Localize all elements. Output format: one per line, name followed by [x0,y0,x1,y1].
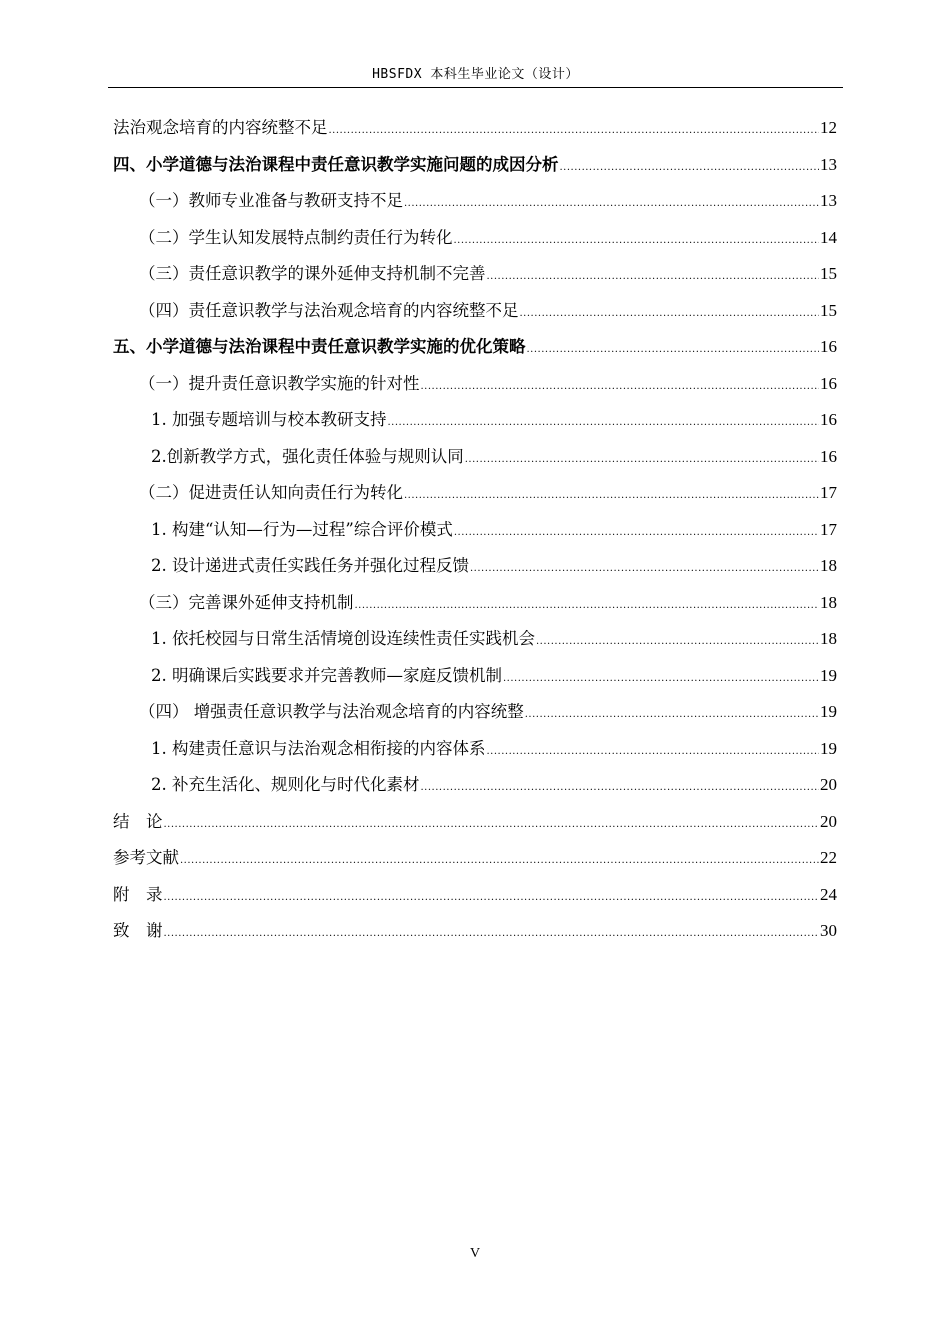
toc-entry-page: 18 [820,592,837,612]
toc-leader-dots [487,256,820,296]
toc-entry-title: 2. 补充生活化、规则化与时代化素材 [151,775,420,794]
toc-leader-dots [180,840,819,880]
toc-leader-dots [525,694,819,734]
toc-entry-title: 2. 设计递进式责任实践任务并强化过程反馈 [151,556,469,575]
toc-entry[interactable] [113,329,837,366]
toc-entry[interactable] [113,110,837,147]
toc-entry-page: 30 [820,921,837,940]
toc-entry[interactable] [113,293,837,330]
toc-entry[interactable] [113,804,837,841]
toc-entry-page: 18 [820,556,837,575]
toc-leader-dots [164,877,820,917]
toc-leader-dots [164,804,820,844]
toc-entry-page: 16 [820,446,837,466]
toc-entry[interactable] [113,220,837,257]
table-of-contents [113,110,837,950]
toc-entry-title: 结 论 [113,811,163,831]
toc-entry-title: 1. 加强专题培训与校本教研支持 [151,410,387,429]
toc-entry[interactable] [113,877,837,914]
toc-leader-dots [454,512,819,552]
toc-entry-title: 2. 明确课后实践要求并完善教师—家庭反馈机制 [151,665,502,685]
toc-entry-title: 致 谢 [113,921,163,940]
toc-entry-title: （一）提升责任意识教学实施的针对性 [139,373,420,393]
toc-entry-page: 20 [820,811,837,831]
toc-entry-page: 17 [820,483,837,502]
toc-leader-dots [503,658,819,698]
toc-entry-page: 19 [820,665,837,685]
toc-entry-title: （二）学生认知发展特点制约责任行为转化 [139,227,453,247]
toc-entry-page: 15 [820,264,837,283]
toc-entry[interactable] [113,694,837,731]
toc-entry[interactable] [113,913,837,950]
toc-leader-dots [527,329,820,369]
toc-entry-page: 22 [820,848,837,867]
toc-leader-dots [421,366,820,406]
toc-entry-title: （四） 增强责任意识教学与法治观念培育的内容统整 [139,702,524,721]
toc-entry[interactable] [113,147,837,184]
toc-entry-page: 19 [820,702,837,721]
toc-entry-page: 12 [820,118,837,137]
toc-entry[interactable] [113,256,837,293]
toc-entry-page: 16 [820,373,837,393]
page-header: HBSFDX 本科生毕业论文（设计） [108,66,843,88]
toc-entry[interactable] [113,621,837,658]
toc-entry-page: 13 [820,191,837,210]
toc-entry-title: 1. 依托校园与日常生活情境创设连续性责任实践机会 [151,629,535,648]
toc-leader-dots [404,475,819,515]
toc-entry-title: 参考文献 [113,848,179,867]
toc-entry[interactable] [113,585,837,622]
toc-entry[interactable] [113,439,837,476]
toc-entry-title: （三）完善课外延伸支持机制 [139,592,354,612]
toc-entry[interactable] [113,840,837,877]
toc-entry-title: （一）教师专业准备与教研支持不足 [139,191,403,210]
toc-entry-title: 四、小学道德与法治课程中责任意识教学实施问题的成因分析 [113,154,559,174]
toc-leader-dots [470,548,819,588]
toc-leader-dots [404,183,819,223]
toc-entry[interactable] [113,731,837,768]
toc-entry-page: 24 [820,884,837,904]
toc-leader-dots [454,220,820,260]
toc-entry-page: 15 [820,300,837,320]
toc-leader-dots [560,147,820,187]
toc-leader-dots [536,621,819,661]
toc-entry-title: 1. 构建“认知—行为—过程”综合评价模式 [151,519,453,539]
toc-entry-page: 17 [820,519,837,539]
toc-entry-page: 14 [820,227,837,247]
toc-entry-title: 1. 构建责任意识与法治观念相衔接的内容体系 [151,738,486,758]
toc-entry-page: 19 [820,738,837,758]
toc-entry[interactable] [113,366,837,403]
page-number: V [469,1246,481,1261]
toc-leader-dots [520,293,820,333]
toc-entry-page: 13 [820,154,837,174]
toc-entry-page: 20 [820,775,837,794]
toc-entry-title: 2.创新教学方式，强化责任体验与规则认同 [151,446,464,466]
toc-leader-dots [329,110,820,150]
toc-entry-title: 法治观念培育的内容统整不足 [113,118,328,137]
toc-entry-title: （二）促进责任认知向责任行为转化 [139,483,403,502]
toc-leader-dots [164,913,820,953]
toc-entry[interactable] [113,183,837,220]
toc-leader-dots [465,439,819,479]
toc-entry-title: （四）责任意识教学与法治观念培育的内容统整不足 [139,300,519,320]
toc-leader-dots [355,585,820,625]
toc-entry[interactable] [113,767,837,804]
toc-leader-dots [487,731,820,771]
toc-entry-page: 16 [820,410,837,429]
toc-entry-title: 五、小学道德与法治课程中责任意识教学实施的优化策略 [113,337,526,356]
toc-leader-dots [421,767,820,807]
toc-entry[interactable] [113,658,837,695]
toc-entry[interactable] [113,402,837,439]
toc-entry[interactable] [113,475,837,512]
toc-entry-title: （三）责任意识教学的课外延伸支持机制不完善 [139,264,486,283]
toc-entry[interactable] [113,512,837,549]
toc-entry-page: 18 [820,629,837,648]
toc-entry-title: 附 录 [113,884,163,904]
toc-entry[interactable] [113,548,837,585]
toc-entry-page: 16 [820,337,837,356]
toc-leader-dots [388,402,820,442]
